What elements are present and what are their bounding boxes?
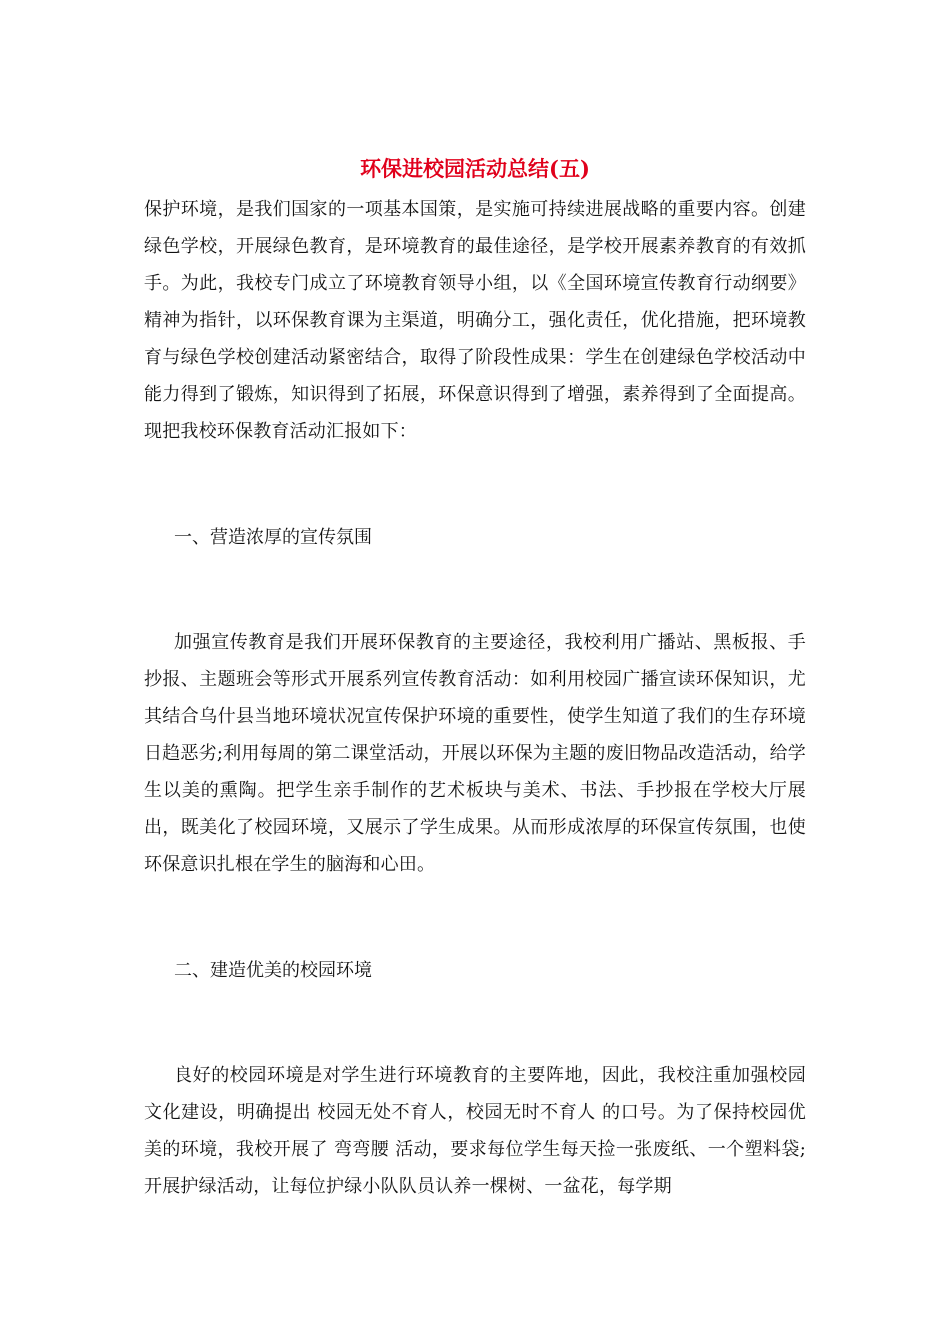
document-title: 环保进校园活动总结(五): [360, 156, 590, 181]
section-paragraph-1: 加强宣传教育是我们开展环保教育的主要途径，我校利用广播站、黑板报、手抄报、主题班会等形式开展系列宣传教育活动：如利用校园广播宣读环保知识，尤其结合乌什县当地环境状况宣传保护环境的重要性，使学生知道了我们的生存环境日趋恶劣;利用每周的第二课堂活动，开展以环保为主题的废旧物品改造活动，给学生以美的熏陶。把学生亲手制作的艺术板块与美术、书法、手抄报在学校大厅展出，既美化了校园环境，又展示了学生成果。从而形成浓厚的环保宣传氛围，也使环保意识扎根在学生的脑海和心田。: [144, 632, 806, 875]
intro-paragraph: 保护环境，是我们国家的一项基本国策，是实施可持续进展战略的重要内容。创建绿色学校，开展绿色教育，是环境教育的最佳途径，是学校开展素养教育的有效抓手。为此，我校专门成立了环境教育领导小组，以《全国环境宣传教育行动纲要》精神为指针，以环保教育课为主渠道，明确分工，强化责任，优化措施，把环境教育与绿色学校创建活动紧密结合，取得了阶段性成果：学生在创建绿色学校活动中能力得到了锻炼，知识得到了拓展，环保意识得到了增强，素养得到了全面提高。现把我校环保教育活动汇报如下：: [144, 199, 806, 442]
section-heading-2: 二、建造优美的校园环境: [174, 960, 372, 981]
section-paragraph-2: 良好的校园环境是对学生进行环境教育的主要阵地，因此，我校注重加强校园文化建设，明确提出 校园无处不育人，校园无时不育人 的口号。为了保持校园优美的环境，我校开展了 弯弯腰 活动，要求每位学生每天捡一张废纸、一个塑料袋;开展护绿活动，让每位护绿小队队员认养一棵树、一盆花，每学期: [144, 1065, 806, 1197]
section-heading-1: 一、营造浓厚的宣传氛围: [174, 527, 372, 548]
